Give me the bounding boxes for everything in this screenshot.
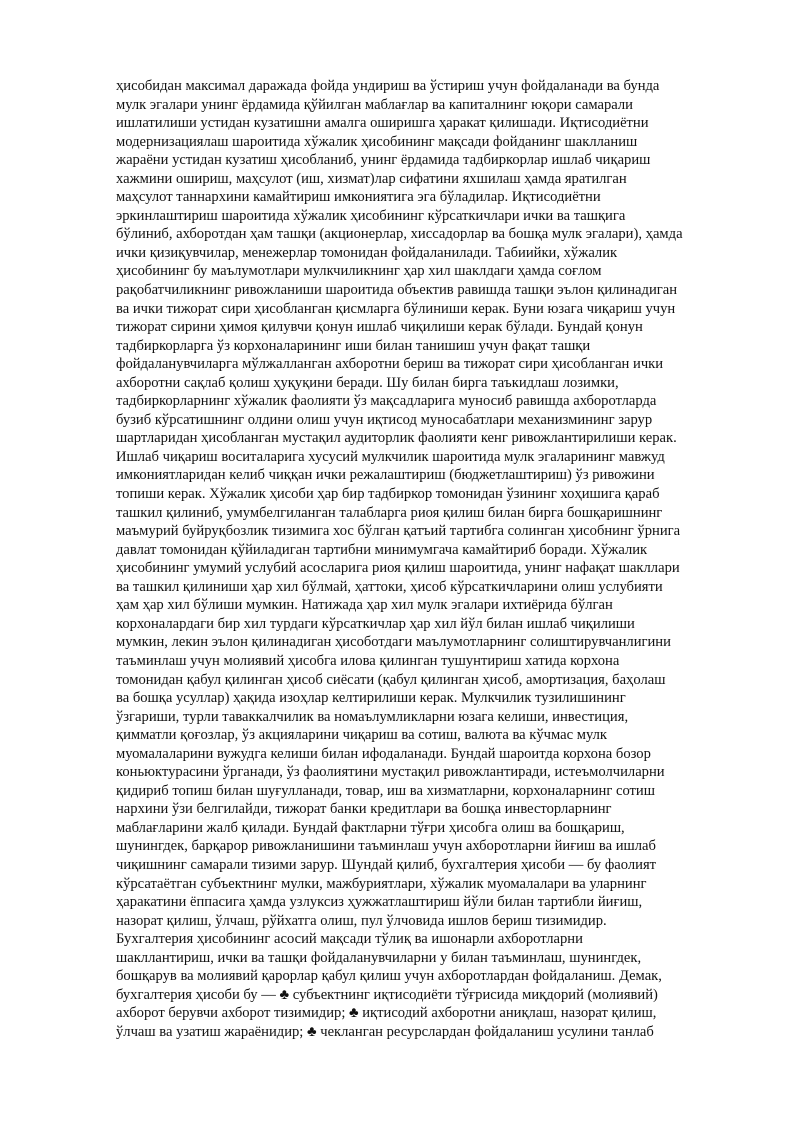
text-line: ҳисобидан максимал даражада фойда ундириш ва ўстириш учун фойдаланади ва бунда xyxy=(116,78,660,94)
text-line: нархини ўзи белгилайди, тижорат банки кредитлари ва бошқа инвесторларнинг xyxy=(116,801,612,818)
text-line: шартларидан ҳисобланган мустақил аудиторлик фаолияти кенг ривожлантирилиши керак. xyxy=(116,430,677,447)
text-line: Бухгалтерия ҳисобининг асосий мақсади тўлиқ ва ишонарли ахборотларни xyxy=(116,931,583,948)
text-line: таъминлаш учун молиявий ҳисобга илова қилинган тушунтириш хатида корхона xyxy=(116,652,620,669)
text-line: коньюктурасини ўрганади, ўз фаолиятини мустақил ривожлантиради, истеъмолчиларни xyxy=(116,764,665,781)
text-line: бошқарув ва молиявий қарорлар қабул қилиш учун ахборотлардан фойдаланиш. Демак, xyxy=(116,968,662,985)
text-line: тадбиркорларнинг хўжалик фаолияти ўз мақсадларига муносиб равишда ахборотларда xyxy=(116,393,657,410)
text-line: бузиб кўрсатишнинг олдини олиш учун иқтисод муносабатлари механизмининг зарур xyxy=(116,411,653,428)
text-line: ва бошқа усуллар) ҳақида изоҳлар келтирилиши керак. Мулкчилик тузилишининг xyxy=(116,690,626,707)
text-line: ахборот берувчи ахборот тизимидир; ♣ иқтисодий ахборотни аниқлаш, назорат қилиш, xyxy=(116,1005,657,1022)
text-line: қидириб топиш билан шуғулланади, товар, иш ва хизматларни, корхоналарнинг сотиш xyxy=(116,782,655,799)
text-line: бухгалтерия ҳисоби бу — ♣ субъектнинг иқтисодиёти тўғрисида миқдорий (молиявий) xyxy=(116,986,658,1003)
text-line: ўзгариши, турли таваккалчилик ва номаълумликларни юзага келиши, инвестиция, xyxy=(116,708,629,725)
text-line: хажмини ошириш, маҳсулот (иш, хизмат)лар сифатини яхшилаш ҳамда яратилган xyxy=(116,170,627,187)
text-line: муомалаларини вужудга келиши билан ифодаланади. Бундай шароитда корхона бозор xyxy=(116,745,651,762)
text-line: ички қизиқувчилар, менежерлар томонидан фойдаланилади. Табиийки, хўжалик xyxy=(116,244,618,261)
text-line: бўлиниб, ахборотдан ҳам ташқи (акционерлар, хиссадорлар ва бошқа мулк эгалари), ҳамда xyxy=(116,226,683,243)
text-line: ишлатилиши устидан кузатишни амалга оширишга ҳаракат қилишади. Иқтисодиётни xyxy=(116,115,649,132)
text-line: шунингдек, барқарор ривожланишини таъминлаш учун ахборотларни йиғиш ва ишлаб xyxy=(116,838,656,855)
text-line: қимматли қоғозлар, ўз акцияларини чиқариш ва сотиш, валюта ва кўчмас мулк xyxy=(116,727,608,744)
body-text xyxy=(116,77,736,1041)
text-line: давлат томонидан қўйиладиган тартибни минимумгача камайтириб боради. Хўжалик xyxy=(116,541,648,558)
text-line: маҳсулот таннархини камайтириш имкониятига эга бўладилар. Иқтисодиётни xyxy=(116,189,601,206)
text-line: ҳисобининг умумий услубий асосларига риоя қилиш шароитида, унинг нафақат шакллари xyxy=(116,560,680,577)
text-line: фойдаланувчиларга мўлжалланган ахборотни бериш ва тижорат сири ҳисобланган ички xyxy=(116,356,664,373)
text-line: ҳам ҳар хил бўлиши мумкин. Натижада ҳар хил мулк эгалари ихтиёрида бўлган xyxy=(116,597,613,614)
text-line: ва ташкил қилиниши ҳар хил бўлмай, ҳаттоки, ҳисоб кўрсаткичларини олиш услубияти xyxy=(116,578,663,595)
text-line: маъмурий буйруқбозлик тизимига хос бўлган қатъий тартибга солинган ҳисобнинг ўрнига xyxy=(116,523,681,540)
text-line: тадбиркорларга ўз корхоналарининг иши билан танишиш учун фақат ташқи xyxy=(116,337,591,354)
text-line: ва ички тижорат сири ҳисобланган қисмларга бўлиниши керак. Буни юзага чиқариш учун xyxy=(116,300,676,317)
text-line: топиши керак. Хўжалик ҳисоби ҳар бир тадбиркор томонидан ўзининг хоҳишига қараб xyxy=(116,486,660,503)
text-line: томонидан қабул қилинган ҳисоб сиёсати (қабул қилинган ҳисоб, амортизация, баҳолаш xyxy=(116,671,666,688)
text-line: чиқишнинг самарали тизими зарур. Шундай қилиб, бухгалтерия ҳисоби — бу фаолият xyxy=(116,856,657,873)
text-line: эркинлаштириш шароитида хўжалик ҳисобининг кўрсаткичлари ички ва ташқига xyxy=(116,207,626,224)
text-line: имкониятларидан келиб чиққан ички режалаштириш (бюджетлаштириш) ўз ривожини xyxy=(116,467,655,484)
text-line: назорат қилиш, ўлчаш, рўйхатга олиш, пул ўлчовида ишлов бериш тизимидир. xyxy=(116,912,607,929)
text-line: мулк эгалари унинг ёрдамида қўйилган маблағлар ва капиталнинг юқори самарали xyxy=(116,96,633,113)
text-line: Ишлаб чиқариш воситаларига хусусий мулкчилик шароитида мулк эгаларининг мавжуд xyxy=(116,448,665,465)
text-line: ўлчаш ва узатиш жараёнидир; ♣ чекланган ресурслардан фойдаланиш усулини танлаб xyxy=(116,1023,654,1040)
text-line: шакллантириш, ички ва ташқи фойдаланувчиларни у билан таъминлаш, шунингдек, xyxy=(116,949,642,966)
text-line: ахборотни сақлаб қолиш ҳуқуқини беради. Шу билан бирга таъкидлаш лозимки, xyxy=(116,374,619,391)
text-line: ҳисобининг бу маълумотлари мулкчиликнинг ҳар хил шаклдаги ҳамда соғлом xyxy=(116,263,602,280)
text-line: модернизациялаш шароитида хўжалик ҳисобининг мақсади фойданинг шаклланиш xyxy=(116,133,638,150)
text-line: ташкил қилиниб, умумбелгиланган талабларга риоя қилиш билан бирга бошқаришнинг xyxy=(116,504,663,521)
text-line: рақобатчиликнинг ривожланиши шароитида объектив равишда ташқи эълон қилинадиган xyxy=(116,282,678,299)
text-line: тижорат сирини ҳимоя қилувчи қонун ишлаб чиқилиши керак бўлади. Бундай қонун xyxy=(116,319,643,336)
text-line: мумкин, лекин эълон қилинадиган ҳисоботдаги маълумотларнинг солиштирувчанлигини xyxy=(116,634,671,651)
text-line: жараёни устидан кузатиш ҳисобланиб, унинг ёрдамида тадбиркорлар ишлаб чиқариш xyxy=(116,152,651,169)
text-line: ҳаракатини ёппасига ҳамда узлуксиз ҳужжатлаштириш йўли билан тартибли йиғиш, xyxy=(116,894,643,911)
text-line: маблағларини жалб қилади. Бундай фактларни тўғри ҳисобга олиш ва бошқариш, xyxy=(116,819,625,836)
text-line: корхоналардаги бир хил турдаги кўрсаткичлар ҳар хил йўл билан ишлаб чиқилиши xyxy=(116,615,635,632)
text-line: кўрсатаётган субъектнинг мулки, мажбуриятлари, хўжалик муомалалари ва уларнинг xyxy=(116,875,647,892)
